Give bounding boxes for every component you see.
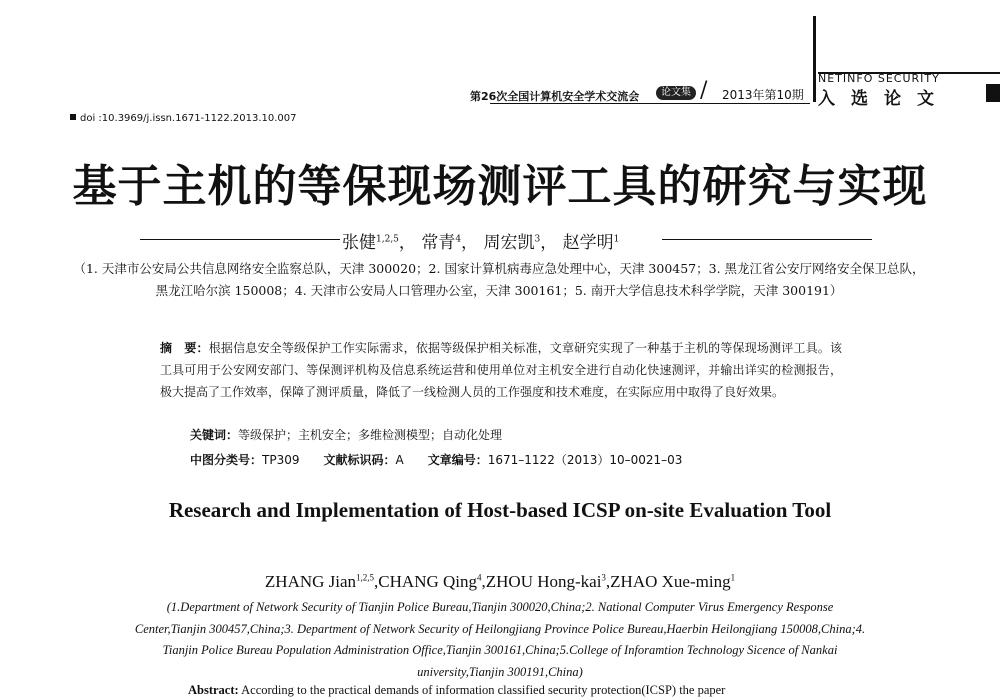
paper-title-zh: 基于主机的等保现场测评工具的研究与实现 <box>72 161 928 212</box>
author-sup: 3 <box>601 572 606 583</box>
author-sup: 1,2,5 <box>356 572 375 583</box>
header-vertical-rule <box>813 16 816 102</box>
abstract-en <box>188 683 725 698</box>
authors-en: ZHANG Jian$^{1,2,5}$,CHANG Qing$^4$,ZHOU Hong-kai$^3$,ZHAO Xue-ming$^1$ <box>264 572 736 591</box>
doi-text: doi :10.3969/j.issn.1671-1122.2013.10.007 <box>80 113 297 124</box>
author-sup: 1 <box>613 234 620 245</box>
author-name: 周宏凯 <box>483 233 535 253</box>
doi-line[interactable] <box>70 113 297 124</box>
header-slash: / <box>700 78 708 103</box>
abstract-en-text: According to the practical demands of information classified security protection(ICSP) the paper <box>241 683 726 697</box>
affiliations-en: (1.Department of Network Security of Tianjin Police Bureau,Tianjin 300020,China;2. National Computer Virus Emergency Response Center,Tianjin 300457,China;3. Department of Network Security of Heilongjiang Province Police Bureau,Haerbin Heilongjiang 150008,China;4. Tianjin Police Bureau Population Administration Office,Tianjin 300161,China;5.College of Inforamtion Technology Sicence of Nankai university,Tianjin 300191,China) <box>134 600 866 679</box>
author-name: 张健 <box>342 233 376 253</box>
proceedings-badge: 论文集 <box>656 86 696 100</box>
section-label: 入选论文 <box>818 89 950 109</box>
article-id-value: 1671–1122（2013）10–0021–03 <box>487 453 683 467</box>
article-id-label: 文章编号： <box>427 453 488 467</box>
section-block <box>986 84 1000 102</box>
abstract-zh-text: 根据信息安全等级保护工作实际需求，依据等级保护相关标准，文章研究实现了一种基于主机的等保现场测评工具。该工具可用于公安网安部门、等保测评机构及信息系统运营和使用单位对主机安全进行自动化快速测评，并输出详实的检测报告，极大提高了工作效率，保障了测评质量，降低了一线检测人员的工作强度和技术难度，在实际应用中取得了良好效果。 <box>160 341 842 399</box>
author-sup: 1,2,5 <box>376 234 399 245</box>
author-sup: 4 <box>477 572 482 583</box>
doc-code-label: 文献标识码： <box>323 453 396 467</box>
classification-line <box>190 451 682 468</box>
abstract-zh <box>160 337 842 403</box>
author-sup: 1 <box>730 572 736 583</box>
keywords-text: 等级保护；主机安全；多维检测模型；自动化处理 <box>238 428 503 442</box>
doi-bullet-icon <box>70 114 76 120</box>
abstract-zh-label: 摘 要： <box>160 341 209 355</box>
affiliations-zh: （1. 天津市公安局公共信息网络安全监察总队，天津 300020；2. 国家计算机病毒应急处理中心，天津 300457；3. 黑龙江省公安厅网络安全保卫总队，黑龙江哈尔滨 150008；4. 天津市公安局人口管理办公室，天津 300161；5. 南开大学信息技术科学学院，天津 300191） <box>73 261 925 298</box>
conference-name: 第26次全国计算机安全学术交流会 <box>470 90 640 103</box>
magazine-name: NETINFO SECURITY <box>818 72 940 85</box>
author-name: ZHANG Jian <box>264 572 357 591</box>
doc-code-value: A <box>395 453 404 467</box>
author-sup: 3 <box>534 234 541 245</box>
keywords-zh <box>190 426 502 443</box>
author-name: ZHOU Hong-kai <box>485 572 602 591</box>
author-name: CHANG Qing <box>378 572 477 591</box>
author-name: 赵学明 <box>562 233 614 253</box>
author-name: ZHAO Xue-ming <box>610 572 731 591</box>
clc-value: TP309 <box>262 453 300 467</box>
author-rule-right <box>662 239 872 240</box>
abstract-en-label: Abstract: <box>188 683 239 697</box>
clc-label: 中图分类号： <box>190 453 263 467</box>
author-rule-left <box>140 239 340 240</box>
keywords-label: 关键词： <box>190 428 239 442</box>
author-name: 常青 <box>421 233 456 253</box>
issue-label: 2013年第10期 <box>722 88 804 102</box>
authors-zh: 张健$^{1,2,5}$， 常青$^4$， 周宏凯$^3$， 赵学明$^1$ <box>342 233 620 253</box>
paper-title-en: Research and Implementation of Host-based ICSP on-site Evaluation Tool <box>168 498 832 522</box>
author-sup: 4 <box>455 234 462 245</box>
